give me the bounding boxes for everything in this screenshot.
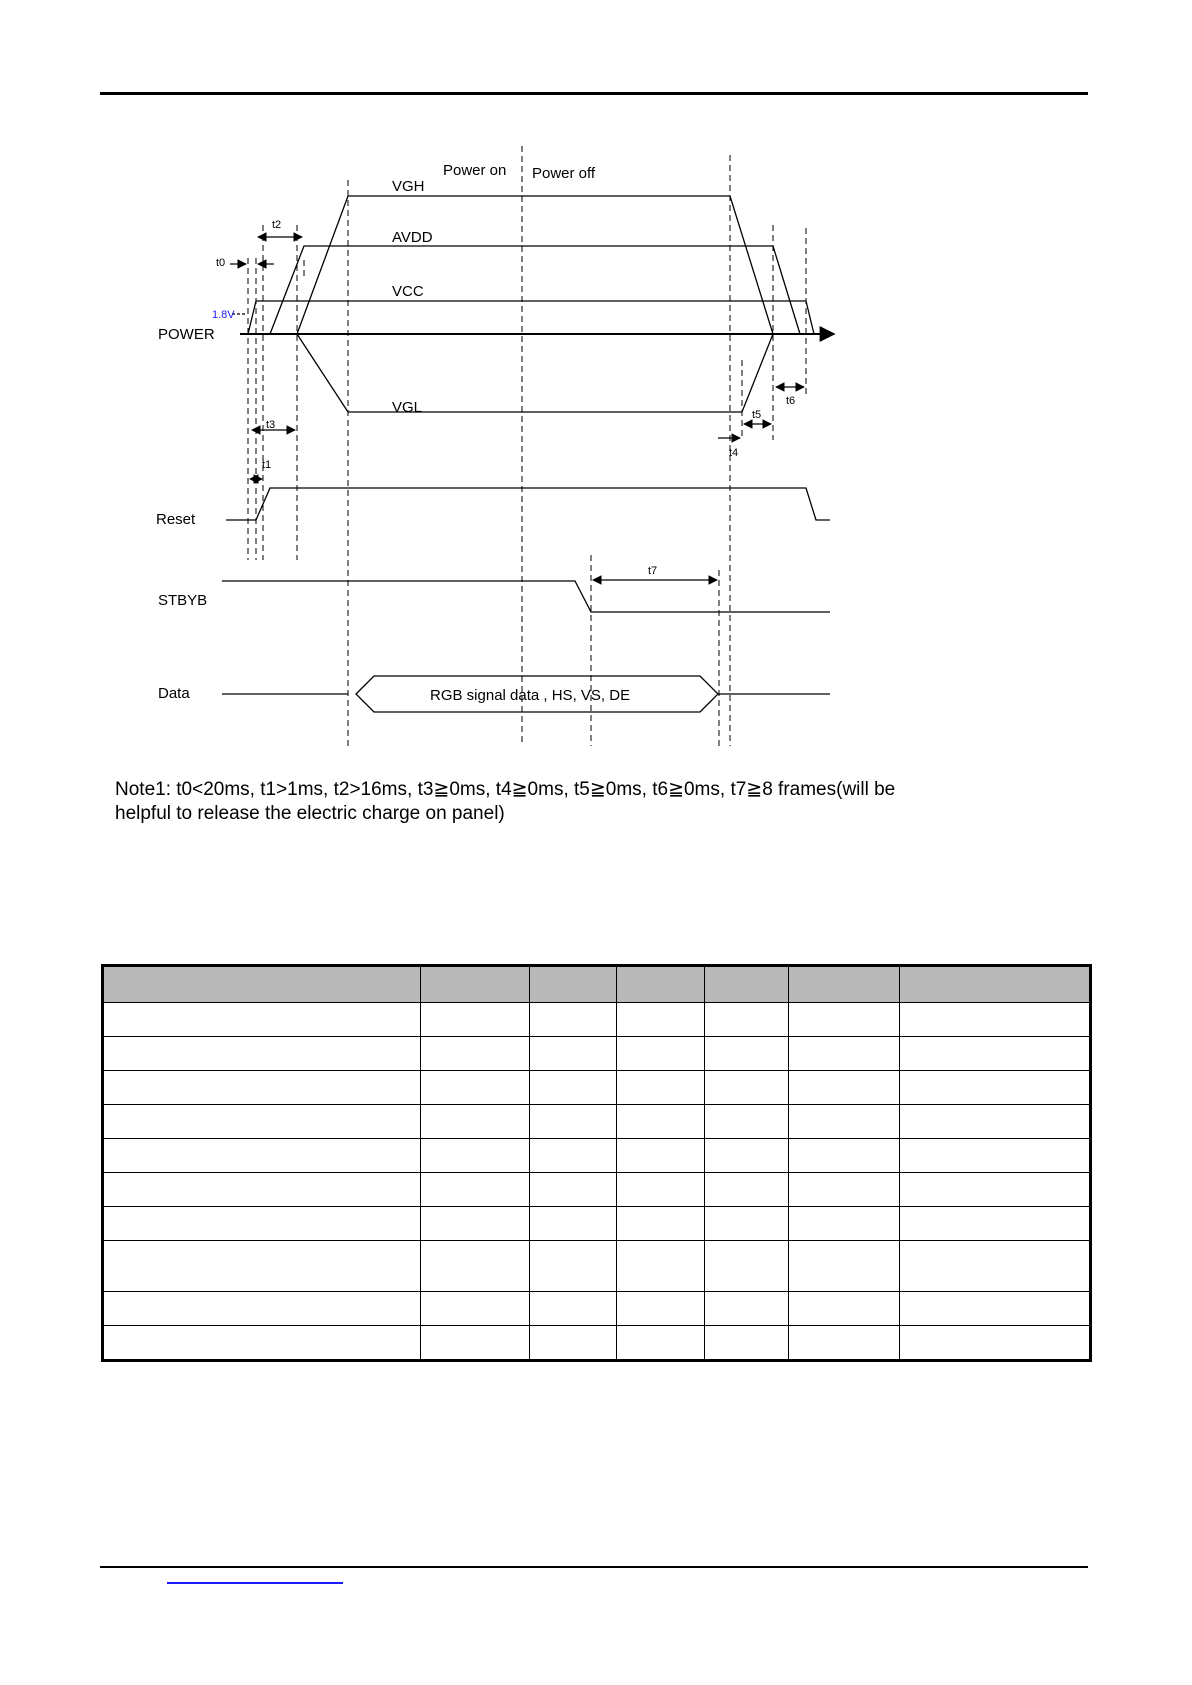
table-row bbox=[103, 1326, 1091, 1361]
data-bus-label: RGB signal data , HS, VS, DE bbox=[430, 687, 631, 704]
timing-note-line-2: helpful to release the electric charge on panel) bbox=[115, 803, 505, 824]
power-sequence-timing-diagram bbox=[0, 0, 1192, 770]
table-cell bbox=[617, 1292, 705, 1326]
avdd-rail bbox=[270, 246, 800, 334]
table-cell bbox=[789, 1292, 900, 1326]
power-off-label: Power off bbox=[532, 165, 596, 182]
table-cell bbox=[421, 1326, 530, 1361]
table-cell bbox=[900, 1139, 1091, 1173]
table-cell bbox=[789, 1037, 900, 1071]
table-cell bbox=[530, 1207, 617, 1241]
table-cell bbox=[900, 1292, 1091, 1326]
timing-note bbox=[115, 778, 1015, 826]
footer-rule bbox=[100, 1566, 1088, 1568]
table-header-cell bbox=[421, 966, 530, 1003]
power-signal-label: POWER bbox=[158, 326, 215, 343]
table-cell bbox=[617, 1326, 705, 1361]
timing-arrows bbox=[230, 237, 804, 580]
stbyb-waveform bbox=[222, 581, 830, 612]
table-cell bbox=[789, 1241, 900, 1292]
table-cell bbox=[103, 1326, 421, 1361]
table-cell bbox=[900, 1105, 1091, 1139]
table-header-cell bbox=[103, 966, 421, 1003]
table-cell bbox=[617, 1071, 705, 1105]
table-cell bbox=[530, 1105, 617, 1139]
table-row bbox=[103, 1105, 1091, 1139]
table-header-cell bbox=[900, 966, 1091, 1003]
table-cell bbox=[705, 1326, 789, 1361]
timing-spec-table bbox=[101, 964, 1092, 1362]
table-cell bbox=[789, 1326, 900, 1361]
table-cell bbox=[103, 1003, 421, 1037]
table-cell bbox=[900, 1071, 1091, 1105]
avdd-label: AVDD bbox=[392, 229, 433, 246]
table-header-row bbox=[103, 966, 1091, 1003]
table-cell bbox=[421, 1241, 530, 1292]
t4-label: t4 bbox=[729, 447, 739, 459]
table-cell bbox=[705, 1241, 789, 1292]
t3-label: t3 bbox=[266, 419, 276, 431]
table-row bbox=[103, 1241, 1091, 1292]
table-row bbox=[103, 1037, 1091, 1071]
table-cell bbox=[900, 1241, 1091, 1292]
footer-link-underline[interactable] bbox=[167, 1582, 343, 1584]
table-cell bbox=[530, 1326, 617, 1361]
table-cell bbox=[530, 1241, 617, 1292]
table-cell bbox=[617, 1173, 705, 1207]
table-cell bbox=[705, 1173, 789, 1207]
table-header-cell bbox=[789, 966, 900, 1003]
vgh-rail bbox=[297, 196, 773, 334]
table-cell bbox=[705, 1003, 789, 1037]
table-cell bbox=[705, 1105, 789, 1139]
threshold-voltage-label: 1.8V bbox=[212, 309, 235, 321]
table-cell bbox=[103, 1037, 421, 1071]
table-cell bbox=[900, 1173, 1091, 1207]
table-cell bbox=[103, 1105, 421, 1139]
power-on-label: Power on bbox=[443, 162, 507, 179]
vgl-label: VGL bbox=[392, 399, 423, 416]
table-cell bbox=[705, 1292, 789, 1326]
table-header-cell bbox=[705, 966, 789, 1003]
table-cell bbox=[103, 1173, 421, 1207]
table-cell bbox=[617, 1207, 705, 1241]
table-cell bbox=[789, 1207, 900, 1241]
vgh-label: VGH bbox=[392, 178, 425, 195]
table-row bbox=[103, 1292, 1091, 1326]
table-header-cell bbox=[617, 966, 705, 1003]
table-cell bbox=[617, 1139, 705, 1173]
table-cell bbox=[421, 1003, 530, 1037]
table-cell bbox=[530, 1003, 617, 1037]
table-cell bbox=[705, 1139, 789, 1173]
t1-label: t1 bbox=[262, 459, 272, 471]
table-cell bbox=[103, 1292, 421, 1326]
table-cell bbox=[789, 1139, 900, 1173]
table-row bbox=[103, 1003, 1091, 1037]
t6-label: t6 bbox=[786, 395, 796, 407]
table-cell bbox=[705, 1207, 789, 1241]
table-cell bbox=[900, 1326, 1091, 1361]
table-cell bbox=[421, 1207, 530, 1241]
data-signal-label: Data bbox=[158, 685, 190, 702]
vgl-rail bbox=[297, 334, 773, 412]
table-cell bbox=[530, 1139, 617, 1173]
table-cell bbox=[421, 1173, 530, 1207]
table-cell bbox=[617, 1003, 705, 1037]
table-cell bbox=[789, 1105, 900, 1139]
t5-label: t5 bbox=[752, 409, 762, 421]
table-cell bbox=[617, 1105, 705, 1139]
table-cell bbox=[103, 1207, 421, 1241]
table-cell bbox=[900, 1003, 1091, 1037]
table-cell bbox=[617, 1241, 705, 1292]
table-row bbox=[103, 1139, 1091, 1173]
table-cell bbox=[789, 1003, 900, 1037]
table-cell bbox=[789, 1173, 900, 1207]
table-cell bbox=[789, 1071, 900, 1105]
table-header-cell bbox=[530, 966, 617, 1003]
table-cell bbox=[530, 1071, 617, 1105]
reset-waveform bbox=[226, 488, 830, 520]
t0-label: t0 bbox=[216, 257, 226, 269]
table-cell bbox=[421, 1139, 530, 1173]
table-cell bbox=[103, 1241, 421, 1292]
timing-note-line-1: Note1: t0<20ms, t1>1ms, t2>16ms, t3≧0ms, t4≧0ms, t5≧0ms, t6≧0ms, t7≧8 frames(will be bbox=[115, 779, 896, 800]
table-cell bbox=[421, 1037, 530, 1071]
power-rails bbox=[248, 196, 814, 412]
table-row bbox=[103, 1207, 1091, 1241]
table-row bbox=[103, 1071, 1091, 1105]
table-cell bbox=[705, 1037, 789, 1071]
table-cell bbox=[421, 1071, 530, 1105]
table-cell bbox=[530, 1173, 617, 1207]
reset-signal-label: Reset bbox=[156, 511, 196, 528]
table-cell bbox=[421, 1105, 530, 1139]
t7-label: t7 bbox=[648, 565, 658, 577]
vcc-label: VCC bbox=[392, 283, 424, 300]
table-cell bbox=[900, 1037, 1091, 1071]
reference-lines bbox=[248, 146, 806, 746]
table-cell bbox=[530, 1037, 617, 1071]
table-cell bbox=[705, 1071, 789, 1105]
stbyb-signal-label: STBYB bbox=[158, 592, 208, 609]
table-cell bbox=[617, 1037, 705, 1071]
table-cell bbox=[103, 1139, 421, 1173]
t2-label: t2 bbox=[272, 219, 282, 231]
vcc-rail bbox=[248, 301, 814, 334]
table-cell bbox=[103, 1071, 421, 1105]
table-cell bbox=[530, 1292, 617, 1326]
table-cell bbox=[421, 1292, 530, 1326]
table-row bbox=[103, 1173, 1091, 1207]
table-cell bbox=[900, 1207, 1091, 1241]
